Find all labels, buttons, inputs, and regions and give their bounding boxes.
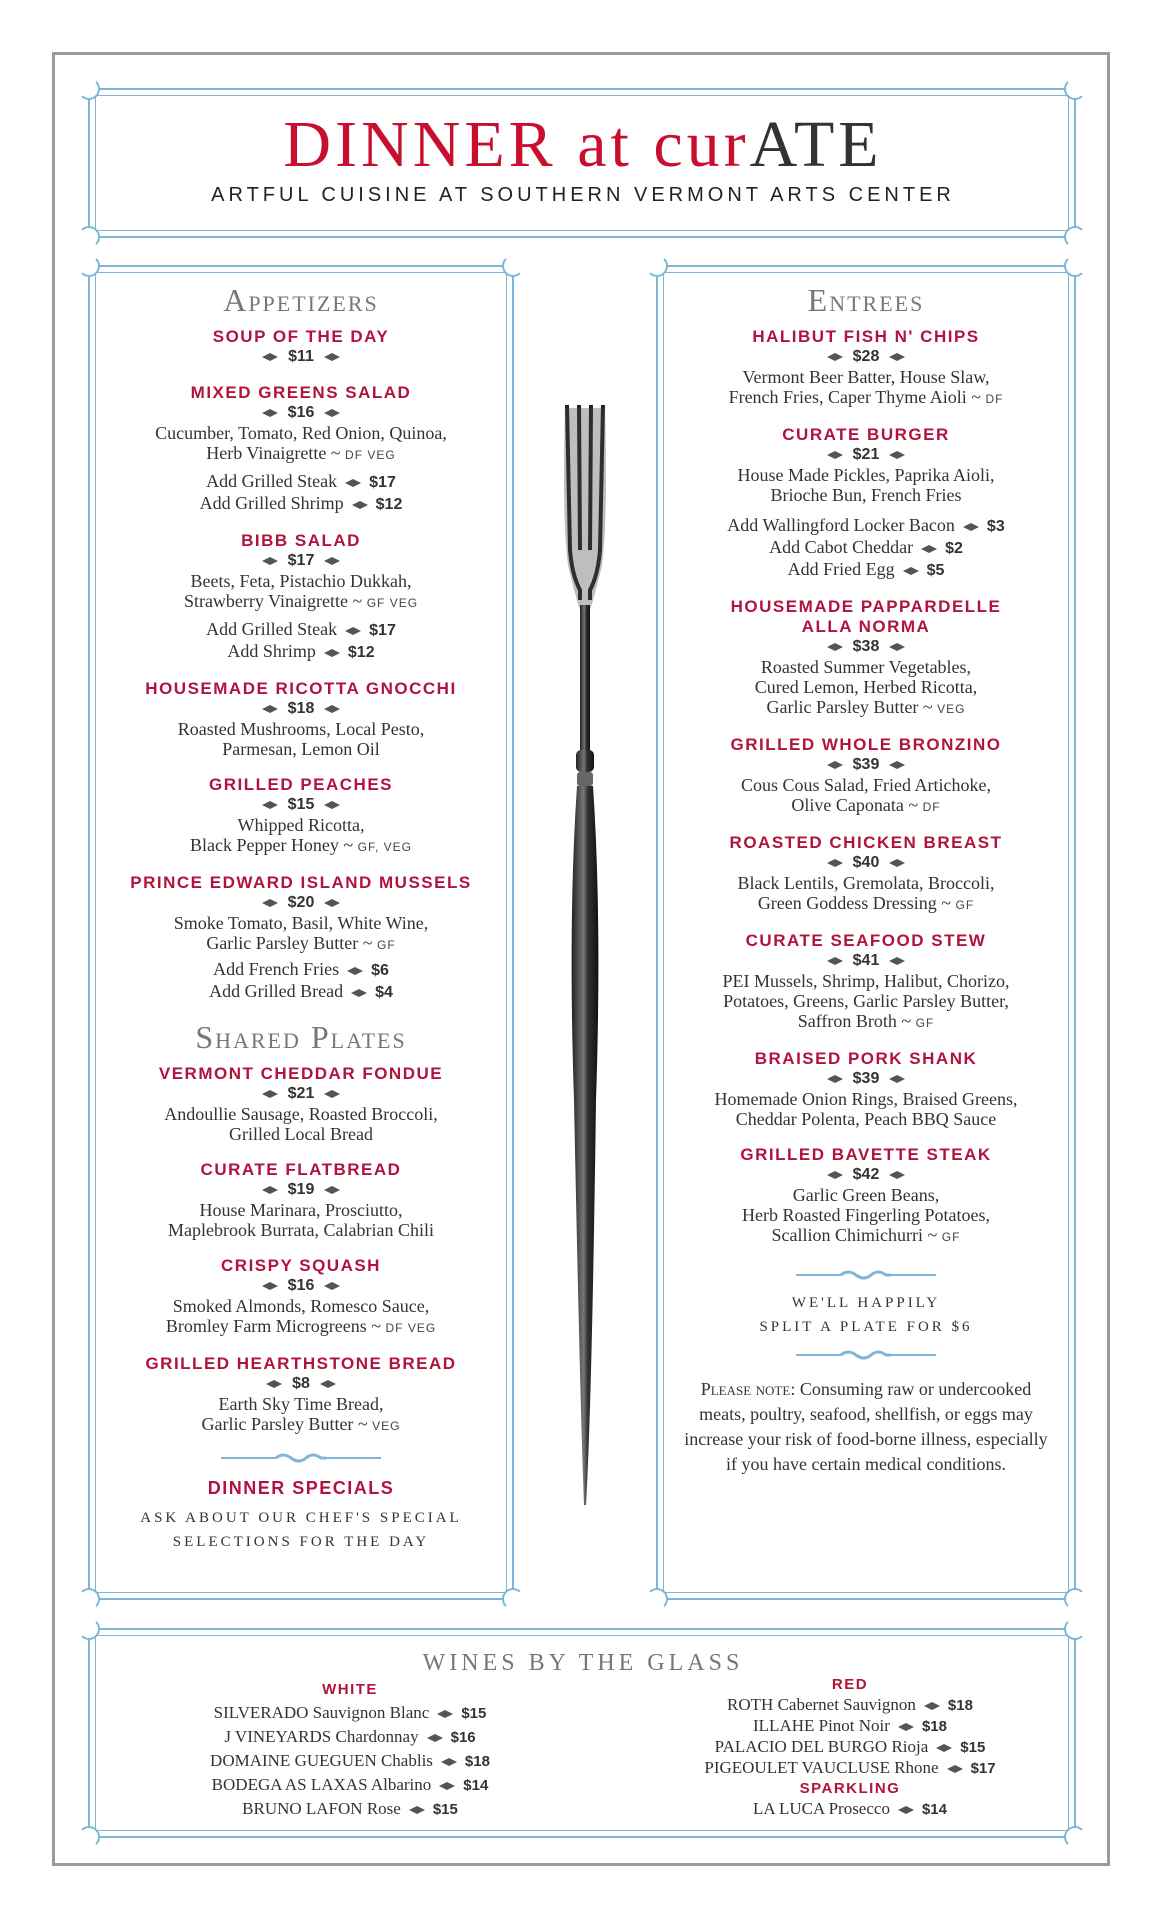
shared-plates-heading: Shared Plates xyxy=(195,1019,407,1055)
item-price: $38 xyxy=(672,637,1060,657)
add-on: Add Shrimp $12 xyxy=(227,641,375,661)
diet-tag: VEG xyxy=(372,1419,401,1433)
item-description: Potatoes, Greens, Garlic Parsley Butter, xyxy=(723,991,1009,1011)
item-price: $41 xyxy=(672,951,1060,971)
menu-item xyxy=(672,425,1060,581)
wine-item: SILVERADO Sauvignon Blanc $15 xyxy=(213,1703,487,1722)
item-price: $39 xyxy=(672,755,1060,775)
item-name: GRILLED WHOLE BRONZINO xyxy=(730,735,1002,754)
add-on: Add Grilled Steak $17 xyxy=(206,471,396,491)
wine-item: ILLAHE Pinot Noir $18 xyxy=(753,1716,947,1735)
item-description: Scallion Chimichurri ~ GF xyxy=(771,1225,961,1245)
item-description: Brioche Bun, French Fries xyxy=(770,485,962,505)
item-price: $39 xyxy=(672,1069,1060,1089)
wine-item: PALACIO DEL BURGO Rioja $15 xyxy=(714,1737,986,1756)
item-description: Earth Sky Time Bread, xyxy=(218,1394,384,1414)
item-description: Garlic Parsley Butter ~ VEG xyxy=(766,697,966,717)
menu-item xyxy=(108,1354,494,1436)
item-description: Olive Caponata ~ DF xyxy=(791,795,941,815)
item-name: HALIBUT FISH N' CHIPS xyxy=(752,327,980,346)
item-name: MIXED GREENS SALAD xyxy=(190,383,412,402)
menu-item xyxy=(672,327,1060,409)
item-price: $11 xyxy=(108,347,494,367)
split-plate-note: WE'LL HAPPILY xyxy=(791,1295,941,1311)
diet-tag: VEG xyxy=(937,702,966,716)
specials-note: ASK ABOUT OUR CHEF'S SPECIAL xyxy=(140,1510,462,1526)
item-price: $19 xyxy=(108,1180,494,1200)
wine-category: RED xyxy=(831,1676,869,1693)
appetizers-heading: Appetizers xyxy=(223,282,379,318)
item-description: Grilled Local Bread xyxy=(229,1124,373,1144)
item-description: Parmesan, Lemon Oil xyxy=(222,739,380,759)
menu-item xyxy=(108,679,494,759)
diet-tag: GF xyxy=(941,1230,961,1244)
divider-ornament xyxy=(796,1349,936,1361)
item-price: $18 xyxy=(108,699,494,719)
wine-category: SPARKLING xyxy=(799,1780,901,1797)
menu-item xyxy=(672,931,1060,1033)
wine-item: DOMAINE GUEGUEN Chablis $18 xyxy=(210,1751,490,1770)
divider-ornament xyxy=(221,1452,381,1464)
item-name: CURATE FLATBREAD xyxy=(200,1160,402,1179)
diet-tag: GF, VEG xyxy=(357,840,413,854)
white-wines xyxy=(150,1678,550,1821)
item-price: $21 xyxy=(672,445,1060,465)
diet-tag: GF xyxy=(377,938,396,952)
appetizers-column xyxy=(108,282,494,1554)
diet-tag: GF xyxy=(955,898,975,912)
add-on: Add Grilled Shrimp $12 xyxy=(199,493,403,513)
item-price: $17 xyxy=(108,551,494,571)
diet-tag: GF xyxy=(915,1016,935,1030)
add-on: Add Grilled Steak $17 xyxy=(206,619,396,639)
item-description: Herb Vinaigrette ~ DF VEG xyxy=(206,443,396,463)
item-description: Garlic Green Beans, xyxy=(792,1185,940,1205)
item-price: $28 xyxy=(672,347,1060,367)
item-description: Cheddar Polenta, Peach BBQ Sauce xyxy=(735,1109,997,1129)
menu-item xyxy=(108,775,494,857)
item-description: Homemade Onion Rings, Braised Greens, xyxy=(714,1089,1018,1109)
diet-tag: DF VEG xyxy=(345,448,396,462)
item-name: VERMONT CHEDDAR FONDUE xyxy=(158,1064,444,1083)
menu-item xyxy=(672,1049,1060,1129)
item-price: $21 xyxy=(108,1084,494,1104)
item-description: PEI Mussels, Shrimp, Halibut, Chorizo, xyxy=(722,971,1010,991)
wine-category: WHITE xyxy=(322,1681,378,1698)
item-name: CURATE BURGER xyxy=(782,425,950,444)
item-description: Garlic Parsley Butter ~ VEG xyxy=(201,1414,401,1434)
item-description: Black Lentils, Gremolata, Broccoli, xyxy=(737,873,995,893)
menu-item xyxy=(672,1145,1060,1247)
specials-note: SELECTIONS FOR THE DAY xyxy=(172,1534,430,1550)
menu-item xyxy=(108,1256,494,1338)
menu-item xyxy=(672,833,1060,915)
item-description: Garlic Parsley Butter ~ GF xyxy=(206,933,396,953)
item-price: $16 xyxy=(108,403,494,423)
menu-item xyxy=(108,1064,494,1144)
item-description: Bromley Farm Microgreens ~ DF VEG xyxy=(165,1316,437,1336)
item-name: GRILLED BAVETTE STEAK xyxy=(740,1145,992,1164)
item-description: Smoked Almonds, Romesco Sauce, xyxy=(172,1296,430,1316)
item-description: Vermont Beer Batter, House Slaw, xyxy=(742,367,990,387)
item-name: GRILLED PEACHES xyxy=(208,775,394,794)
item-name: PRINCE EDWARD ISLAND MUSSELS xyxy=(130,873,472,892)
wine-item: ROTH Cabernet Sauvignon $18 xyxy=(727,1695,973,1714)
menu-item xyxy=(108,327,494,367)
add-on: Add Wallingford Locker Bacon $3 xyxy=(727,515,1005,535)
page-title: DINNER at curATE xyxy=(283,108,883,181)
item-description: Black Pepper Honey ~ GF, VEG xyxy=(189,835,413,855)
diet-tag: DF VEG xyxy=(385,1321,437,1335)
item-description: Andoullie Sausage, Roasted Broccoli, xyxy=(164,1104,438,1124)
item-description: Cous Cous Salad, Fried Artichoke, xyxy=(741,775,991,795)
add-on: Add Cabot Cheddar $2 xyxy=(769,537,963,557)
item-description: Roasted Mushrooms, Local Pesto, xyxy=(177,719,425,739)
item-description: House Made Pickles, Paprika Aioli, xyxy=(737,465,995,485)
add-on: Add Fried Egg $5 xyxy=(787,559,945,579)
item-price: $16 xyxy=(108,1276,494,1296)
item-price: $15 xyxy=(108,795,494,815)
item-description: Maplebrook Burrata, Calabrian Chili xyxy=(168,1220,434,1240)
page-subtitle: ARTFUL CUISINE AT SOUTHERN VERMONT ARTS CENTER xyxy=(211,184,955,206)
item-name: BIBB SALAD xyxy=(241,531,361,550)
item-price: $40 xyxy=(672,853,1060,873)
entrees-heading: Entrees xyxy=(807,282,925,318)
health-notice: Please note: Consuming raw or undercooked meats, poultry, seafood, shellfish, or eggs may increase your risk of food-borne illness, especially if you have certain medical conditions. xyxy=(684,1379,1048,1474)
dinner-specials-title: DINNER SPECIALS xyxy=(207,1478,395,1498)
item-name: HOUSEMADE PAPPARDELLE xyxy=(730,597,1002,616)
item-description: Cucumber, Tomato, Red Onion, Quinoa, xyxy=(155,423,447,443)
item-description: Roasted Summer Vegetables, xyxy=(760,657,972,677)
wine-item: PIGEOULET VAUCLUSE Rhone $17 xyxy=(704,1758,996,1777)
menu-item xyxy=(108,1160,494,1240)
menu-item xyxy=(672,735,1060,817)
entrees-column xyxy=(672,282,1060,1477)
item-description: Saffron Broth ~ GF xyxy=(797,1011,935,1031)
item-name: BRAISED PORK SHANK xyxy=(754,1049,978,1068)
item-name: GRILLED HEARTHSTONE BREAD xyxy=(145,1354,457,1373)
item-name: CRISPY SQUASH xyxy=(221,1256,381,1275)
wine-item: J VINEYARDS Chardonnay $16 xyxy=(224,1727,476,1746)
item-name: HOUSEMADE RICOTTA GNOCCHI xyxy=(145,679,457,698)
add-on: Add Grilled Bread $4 xyxy=(209,981,393,1001)
item-description: Whipped Ricotta, xyxy=(237,815,365,835)
item-description: Strawberry Vinaigrette ~ GF VEG xyxy=(183,591,419,611)
menu-item xyxy=(672,597,1060,719)
red-wines xyxy=(650,1675,1050,1820)
wine-item: BRUNO LAFON Rose $15 xyxy=(242,1799,458,1818)
menu-item xyxy=(108,873,494,1003)
item-description: Herb Roasted Fingerling Potatoes, xyxy=(742,1205,990,1225)
item-description: French Fries, Caper Thyme Aioli ~ DF xyxy=(728,387,1004,407)
item-name: ALLA NORMA xyxy=(801,617,931,636)
item-price: $20 xyxy=(108,893,494,913)
item-price: $42 xyxy=(672,1165,1060,1185)
item-description: Green Goddess Dressing ~ GF xyxy=(757,893,975,913)
diet-tag: DF xyxy=(985,392,1004,406)
wines-heading: WINES BY THE GLASS xyxy=(422,1650,744,1676)
menu-item xyxy=(108,383,494,515)
split-plate-note: SPLIT A PLATE FOR $6 xyxy=(759,1319,973,1335)
menu-item xyxy=(108,531,494,663)
item-price: $8 xyxy=(108,1374,494,1394)
fork-illustration xyxy=(540,400,630,1510)
item-name: SOUP OF THE DAY xyxy=(212,327,390,346)
item-description: House Marinara, Prosciutto, xyxy=(199,1200,403,1220)
wine-item: BODEGA AS LAXAS Albarino $14 xyxy=(211,1775,489,1794)
wine-item: LA LUCA Prosecco $14 xyxy=(753,1799,947,1818)
diet-tag: DF xyxy=(922,800,941,814)
add-on: Add French Fries $6 xyxy=(213,959,389,979)
item-description: Cured Lemon, Herbed Ricotta, xyxy=(754,677,978,697)
divider-ornament xyxy=(796,1269,936,1281)
item-name: ROASTED CHICKEN BREAST xyxy=(729,833,1003,852)
item-name: CURATE SEAFOOD STEW xyxy=(745,931,987,950)
item-description: Beets, Feta, Pistachio Dukkah, xyxy=(190,571,412,591)
item-description: Smoke Tomato, Basil, White Wine, xyxy=(173,913,429,933)
diet-tag: GF VEG xyxy=(366,596,419,610)
